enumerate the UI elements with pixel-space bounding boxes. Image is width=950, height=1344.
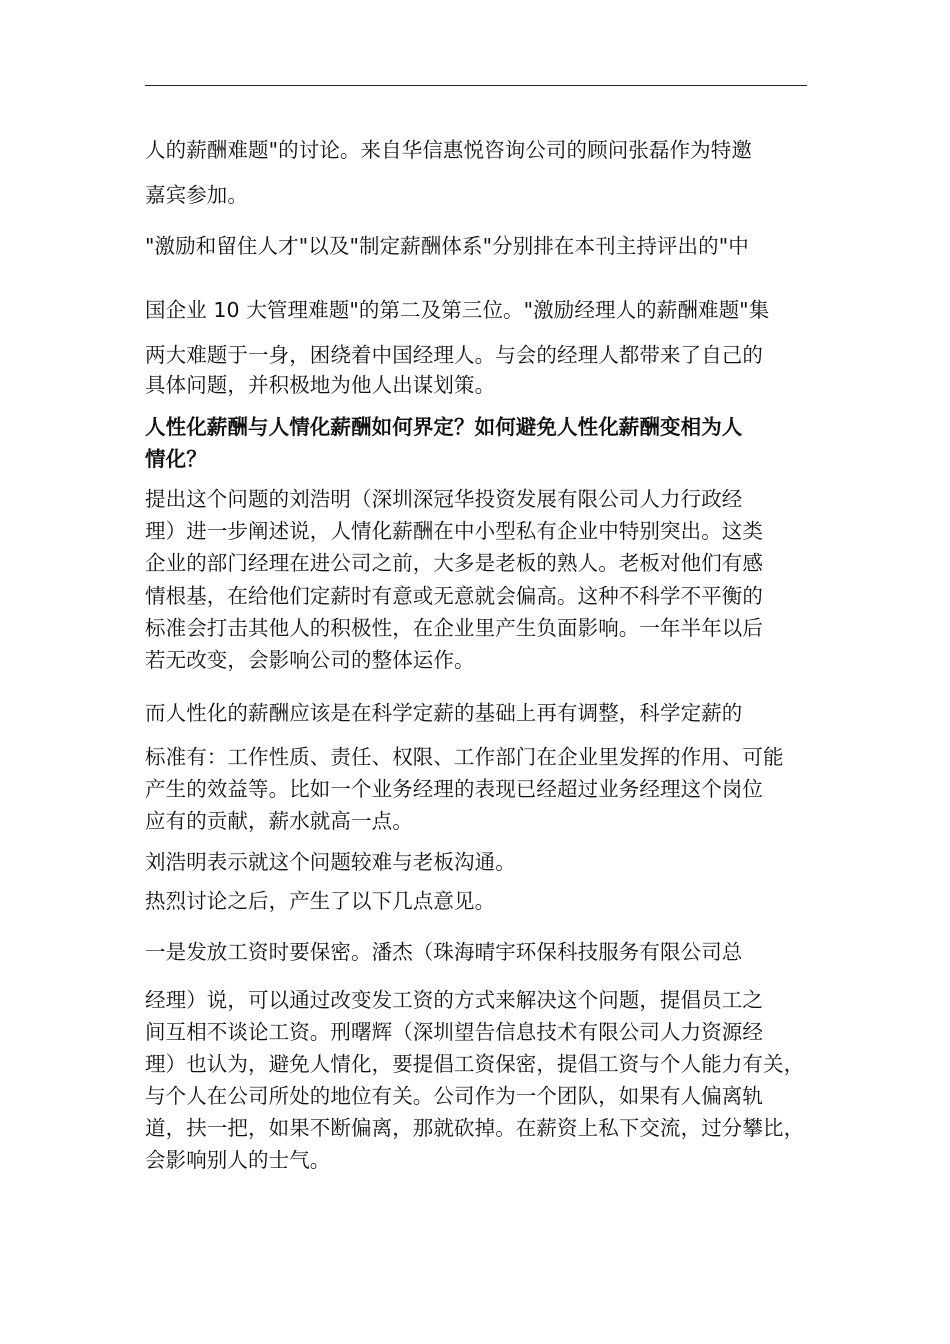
paragraph-3-line-6: 若无改变，会影响公司的整体运作。 — [145, 648, 475, 672]
paragraph-4-line-1: 而人性化的薪酬应该是在科学定薪的基础上再有调整，科学定薪的 — [145, 701, 743, 725]
paragraph-1-line-1: 人的薪酬难题"的讨论。来自华信惠悦咨询公司的顾问张磊作为特邀 — [145, 138, 752, 162]
paragraph-3-line-2: 理）进一步阐述说，人情化薪酬在中小型私有企业中特别突出。这类 — [145, 519, 763, 543]
paragraph-4-line-3: 产生的效益等。比如一个业务经理的表现已经超过业务经理这个岗位 — [145, 777, 763, 801]
paragraph-1-line-2: 嘉宾参加。 — [145, 183, 248, 207]
header-rule — [145, 85, 807, 86]
section-heading-line-1: 人性化薪酬与人情化薪酬如何界定？如何避免人性化薪酬变相为人 — [145, 415, 743, 439]
paragraph-4-line-4: 应有的贡献，薪水就高一点。 — [145, 809, 413, 833]
paragraph-7-line-7: 会影响别人的士气。 — [145, 1148, 331, 1172]
paragraph-7-line-3: 间互相不谈论工资。刑曙辉（深圳望告信息技术有限公司人力资源经 — [145, 1020, 763, 1044]
paragraph-5-line-1: 刘浩明表示就这个问题较难与老板沟通。 — [145, 850, 516, 874]
paragraph-7-line-4: 理）也认为，避免人情化，要提倡工资保密，提倡工资与个人能力有关， — [145, 1052, 805, 1076]
paragraph-2-line-3: 两大难题于一身，困绕着中国经理人。与会的经理人都带来了自己的 — [145, 343, 763, 367]
paragraph-2-line-1: "激励和留住人才"以及"制定薪酬体系"分别排在本刊主持评出的"中 — [145, 234, 749, 258]
paragraph-7-line-2: 经理）说，可以通过改变发工资的方式来解决这个问题，提倡员工之 — [145, 988, 763, 1012]
paragraph-7-line-1: 一是发放工资时要保密。潘杰（珠海晴宇环保科技服务有限公司总 — [145, 940, 743, 964]
paragraph-7-line-6: 道，扶一把，如果不断偏离，那就砍掉。在薪资上私下交流，过分攀比， — [145, 1116, 805, 1140]
paragraph-4-line-2: 标准有：工作性质、责任、权限、工作部门在企业里发挥的作用、可能 — [145, 745, 784, 769]
paragraph-7-line-5: 与个人在公司所处的地位有关。公司作为一个团队，如果有人偏离轨 — [145, 1084, 763, 1108]
paragraph-3-line-5: 标准会打击其他人的积极性，在企业里产生负面影响。一年半年以后 — [145, 616, 763, 640]
paragraph-3-line-4: 情根基，在给他们定薪时有意或无意就会偏高。这种不科学不平衡的 — [145, 584, 763, 608]
paragraph-3-line-1: 提出这个问题的刘浩明（深圳深冠华投资发展有限公司人力行政经 — [145, 487, 743, 511]
paragraph-2-line-2: 国企业 10 大管理难题"的第二及第三位。"激励经理人的薪酬难题"集 — [145, 298, 770, 322]
section-heading-line-2: 情化？ — [145, 447, 207, 471]
paragraph-3-line-3: 企业的部门经理在进公司之前，大多是老板的熟人。老板对他们有感 — [145, 551, 763, 575]
paragraph-6-line-1: 热烈讨论之后，产生了以下几点意见。 — [145, 889, 496, 913]
paragraph-2-line-4: 具体问题，并积极地为他人出谋划策。 — [145, 373, 496, 397]
